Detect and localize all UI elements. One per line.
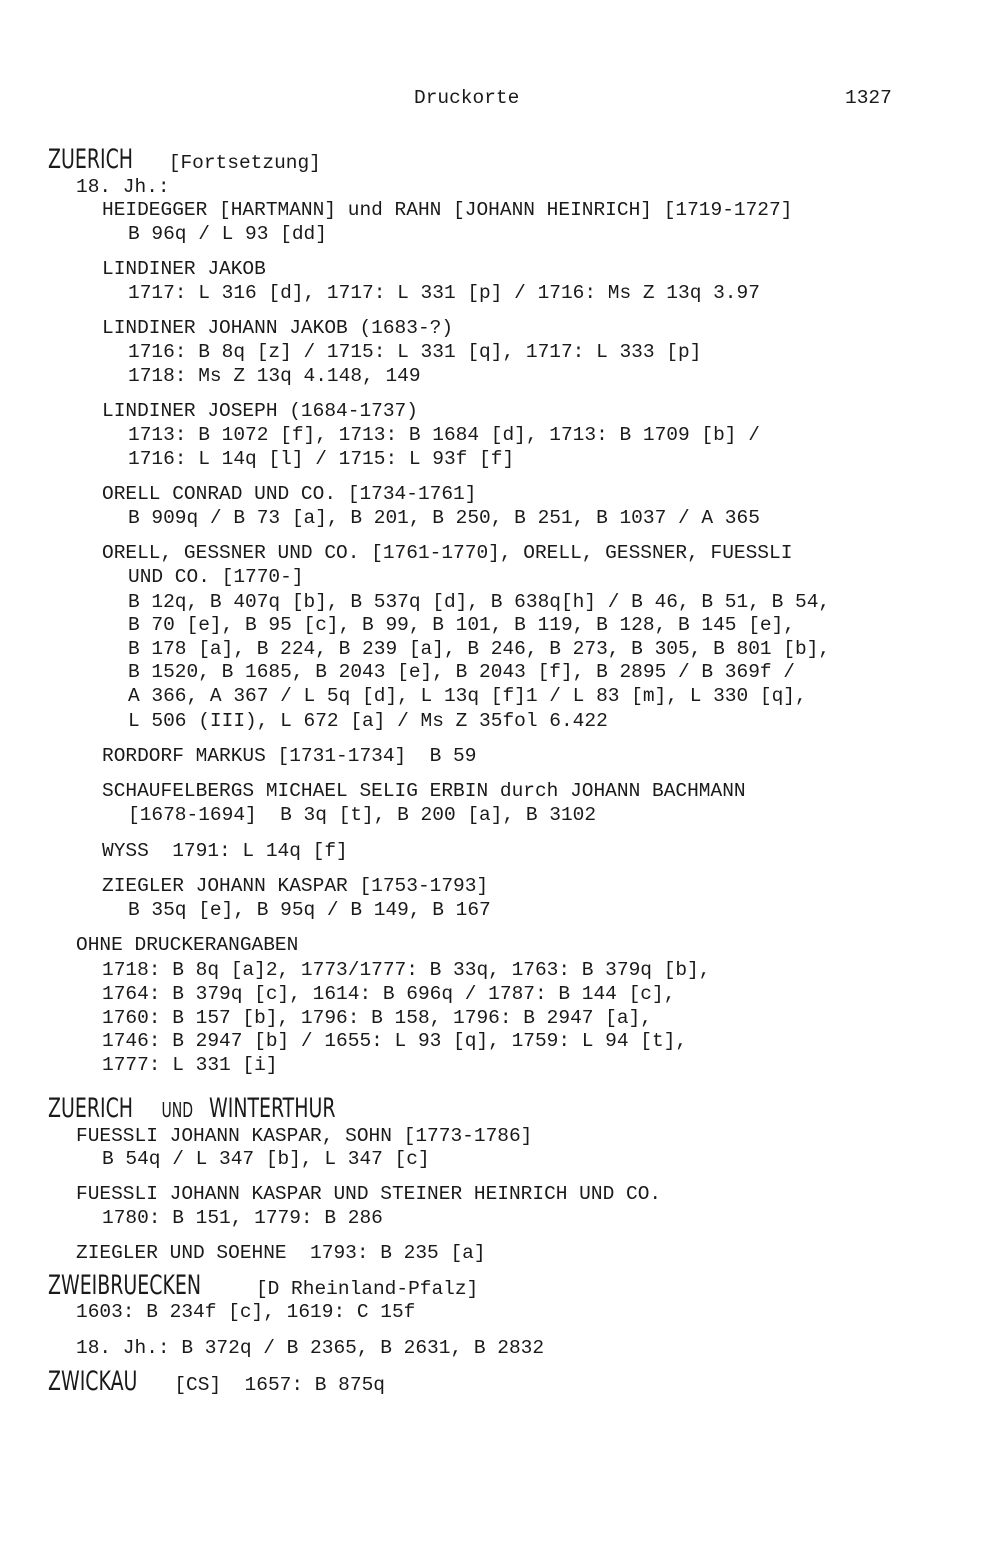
entry-line: 1764: B 379q [c], 1614: B 696q / 1787: B 144 [c], (102, 983, 676, 1005)
entry-line: 1777: L 331 [i] (102, 1054, 278, 1076)
entry-line: HEIDEGGER [HARTMANN] und RAHN [JOHANN HEINRICH] [1719-1727] (102, 199, 793, 221)
city-name: ZUERICH (48, 144, 134, 175)
entry-line: B 909q / B 73 [a], B 201, B 250, B 251, B 1037 / A 365 (128, 507, 760, 529)
city-connector: UND (157, 1098, 198, 1122)
city-name: WINTERTHUR (208, 1093, 336, 1124)
city-name: ZWEIBRUECKEN (48, 1270, 202, 1301)
entry-line: B 96q / L 93 [dd] (128, 223, 327, 245)
city-note: [Fortsetzung] (157, 152, 321, 174)
entry-line: B 1520, B 1685, B 2043 [e], B 2043 [f], B 2895 / B 369f / (128, 661, 796, 683)
entry-line: 1718: B 8q [a]2, 1773/1777: B 33q, 1763: B 379q [b], (102, 959, 711, 981)
entry-line: ZIEGLER JOHANN KASPAR [1753-1793] (102, 875, 489, 897)
city-name: ZUERICH (48, 1093, 134, 1124)
entry-line: 1718: Ms Z 13q 4.148, 149 (128, 365, 421, 387)
entry-line: LINDINER JOSEPH (1684-1737) (102, 400, 418, 422)
entry-line: ORELL, GESSNER UND CO. [1761-1770], ORELL, GESSNER, FUESSLI (102, 542, 793, 564)
city-note: [CS] 1657: B 875q (162, 1374, 385, 1396)
entry-line: 18. Jh.: B 372q / B 2365, B 2631, B 2832 (76, 1337, 545, 1359)
entry-line: B 54q / L 347 [b], L 347 [c] (102, 1148, 430, 1170)
entry-line: LINDINER JAKOB (102, 258, 266, 280)
entry-line: A 366, A 367 / L 5q [d], L 13q [f]1 / L 83 [m], L 330 [q], (128, 685, 807, 707)
entry-line: WYSS 1791: L 14q [f] (102, 840, 348, 862)
entry-line: OHNE DRUCKERANGABEN (76, 934, 299, 956)
entry-line: B 35q [e], B 95q / B 149, B 167 (128, 899, 491, 921)
entry-line: 1760: B 157 [b], 1796: B 158, 1796: B 2947 [a], (102, 1007, 652, 1029)
entry-line: ORELL CONRAD UND CO. [1734-1761] (102, 483, 477, 505)
page-number: 1327 (845, 87, 892, 109)
entry-line: 1716: L 14q [l] / 1715: L 93f [f] (128, 448, 515, 470)
entry-line: ZIEGLER UND SOEHNE 1793: B 235 [a] (76, 1242, 486, 1264)
entry-line: B 12q, B 407q [b], B 537q [d], B 638q[h] / B 46, B 51, B 54, (128, 591, 831, 613)
entry-line: FUESSLI JOHANN KASPAR UND STEINER HEINRICH UND CO. (76, 1183, 662, 1205)
entry-line: [1678-1694] B 3q [t], B 200 [a], B 3102 (128, 804, 597, 826)
entry-line: B 70 [e], B 95 [c], B 99, B 101, B 119, B 128, B 145 [e], (128, 614, 796, 636)
entry-line: 18. Jh.: (76, 176, 170, 198)
city-heading (48, 1093, 371, 1124)
city-name: ZWICKAU (48, 1366, 138, 1397)
entry-line: 1717: L 316 [d], 1717: L 331 [p] / 1716: Ms Z 13q 3.97 (128, 282, 760, 304)
entry-line: 1713: B 1072 [f], 1713: B 1684 [d], 1713: B 1709 [b] / (128, 424, 760, 446)
entry-line: UND CO. [1770-] (128, 566, 304, 588)
entry-line: FUESSLI JOHANN KASPAR, SOHN [1773-1786] (76, 1125, 533, 1147)
entry-line: B 178 [a], B 224, B 239 [a], B 246, B 273, B 305, B 801 [b], (128, 638, 831, 660)
entry-line: 1716: B 8q [z] / 1715: L 331 [q], 1717: L 333 [p] (128, 341, 702, 363)
entry-line: 1603: B 234f [c], 1619: C 15f (76, 1301, 416, 1323)
entry-line: LINDINER JOHANN JAKOB (1683-?) (102, 317, 454, 339)
running-header-title: Druckorte (414, 87, 520, 109)
entry-line: 1746: B 2947 [b] / 1655: L 93 [q], 1759: L 94 [t], (102, 1030, 688, 1052)
entry-line: SCHAUFELBERGS MICHAEL SELIG ERBIN durch JOHANN BACHMANN (102, 780, 746, 802)
entry-line: RORDORF MARKUS [1731-1734] B 59 (102, 745, 477, 767)
entry-line: L 506 (III), L 672 [a] / Ms Z 35fol 6.422 (128, 710, 608, 732)
entry-line: 1780: B 151, 1779: B 286 (102, 1207, 383, 1229)
city-heading (48, 1366, 385, 1397)
city-heading (48, 144, 321, 175)
city-heading (48, 1270, 479, 1301)
city-note: [D Rheinland-Pfalz] (244, 1278, 479, 1300)
